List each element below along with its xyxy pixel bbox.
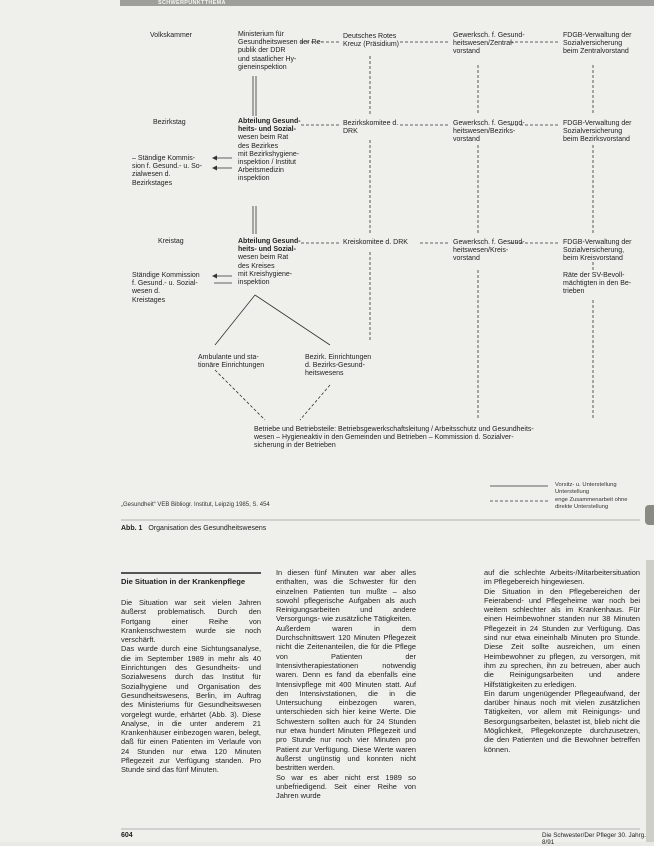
special-facilities: Bezirk. Einrichtungen d. Bezirks-Gesund- heitswesens xyxy=(305,354,372,378)
figure-caption xyxy=(121,525,266,532)
level-county: Kreistag xyxy=(158,238,184,245)
drk-county: Kreiskomitee d. DRK xyxy=(343,239,408,246)
drk-state: Deutsches Rotes Kreuz (Präsidium) xyxy=(343,33,400,49)
paragraph: Ein darum ungenügender Pflegeaufwand, der darüber hinaus noch mit vielen zusätzlichen Tätigkeiten, vor allem mit Reinigungs- und Besorgungsarbeiten, belastet ist, blieb nicht die Möglichkeit, Pflegekonzepte durchzusetzen, die den Patienten und die Bewohner betreffen können. xyxy=(484,688,640,754)
union-district: Gewerksch. f. Gesund- heitswesen/Bezirks- vorstand xyxy=(453,120,525,144)
fdgb-council: Räte der SV-Bevoll- mächtigten in den Be- trieben xyxy=(563,272,632,296)
page-edge xyxy=(646,560,654,842)
paragraph: So war es aber nicht erst 1989 so unbefriedigend. Seit einer Reihe von Jahren wurde xyxy=(276,772,416,801)
article-heading: Die Situation in der Krankenpflege xyxy=(121,572,261,586)
fdgb-state: FDGB-Verwaltung der Sozialversicherung beim Zentralvorstand xyxy=(563,32,632,56)
article-column-2 xyxy=(276,568,416,800)
county-dept-box: Abteilung Gesund- heits- und Sozial- wesen beim Rat des Kreises mit Kreishygiene- inspektion xyxy=(238,238,301,287)
union-county: Gewerksch. f. Gesund- heitswesen/Kreis- vorstand xyxy=(453,239,525,263)
paragraph: Außerdem waren in dem Durchschnittswert 120 Minuten Pflegezeit nicht die Zeitenanteilen, die für die Pflege von Patienten der Intensivtherapiestationen notwendig waren. Denn es fand da ebenfalls eine Intensivpflege mit 400 Minuten statt. Auf den Intensivstationen, die in die Untersuchung einbezogen waren, unterschieden sich hier keine Werte. Die Schwestern sollten auch für 24 Stunden nur etwa hundert Minuten Pflegezeit und pro Stunde nur noch vier Minuten pro Patient zur Verfügung. Diese Werte waren äußerst ungünstig und konnten nicht bestritten werden. xyxy=(276,623,416,773)
ministry-box: Ministerium für Gesundheitswesen der Re- publik der DDR und staatlicher Hy- gieneinspektion xyxy=(238,31,323,71)
fdgb-county: FDGB-Verwaltung der Sozialversicherung, beim Kreisvorstand xyxy=(563,239,632,263)
article-column-1 xyxy=(121,598,261,775)
binder-clip xyxy=(645,505,654,525)
county-commission: Ständige Kommission f. Gesund.- u. Sozial- wesen d. Kreistages xyxy=(132,272,200,304)
level-district: Bezirkstag xyxy=(153,119,186,126)
union-state: Gewerksch. f. Gesund- heitswesen/Zentral- vorstand xyxy=(453,32,525,56)
enterprise-box: Betriebe und Betriebsteile: Betriebsgewerkschaftsleitung / Arbeitsschutz und Gesundheits- wesen – Hygieneaktiv in den Gemeinden und Betrieben – Kommission d. Sozialver- sicherung in der Betrieben xyxy=(254,426,534,450)
page-number: 604 xyxy=(121,832,133,839)
paragraph: In diesen fünf Minuten war aber alles enthalten, was die Schwester für den einzelnen Patienten tun mußte – also sowohl pflegerische Aufgaben als auch Reinigungsarbeiten und andere Versorgungs- wie zusätzliche Tätigkeiten. xyxy=(276,568,416,624)
journal-footer: Die Schwester/Der Pfleger 30. Jahrg. 8/91 xyxy=(542,832,646,846)
paragraph: auf die schlechte Arbeits-/Mitarbeitersituation im Pflegebereich hingewiesen. xyxy=(484,568,640,587)
district-dept-box: Abteilung Gesund- heits- und Sozial- wesen beim Rat des Bezirkes mit Bezirkshygiene- inspektion / Institut Arbeitsmedizin inspektion xyxy=(238,118,301,183)
paragraph: Die Situation war seit vielen Jahren äußerst problematisch. Durch den Fortgang einer Reihe von Krankenschwestern wurde sie noch verschärft. xyxy=(121,598,261,645)
legend-solid: Vorsitz- u. Unterstellung Unterstellung xyxy=(555,482,617,495)
caption-label: Abb. 1 xyxy=(121,525,143,532)
fdgb-district: FDGB-Verwaltung der Sozialversicherung beim Bezirksvorstand xyxy=(563,120,632,144)
drk-district: Bezirkskomitee d. DRK xyxy=(343,120,399,136)
district-commission: – Ständige Kommis- sion f. Gesund.- u. So- zialwesen d. Bezirkstages xyxy=(132,155,203,187)
paragraph: Das wurde durch eine Sichtungsanalyse, die im September 1989 in mehr als 40 Einrichtungen des Gesundheits- und Sozialwesens durch das Institut für Sozialhygiene und Organisation des Gesundheitswesens, Berlin, im Auftrag des Ministeriums für Gesundheitswesen vorgelegt wurde, erhärtet (Abb. 3). Diese Analyse, in die unter anderem 21 Krankenhäuser einbezogen waren, belegt, daß für einen Patienten im Verlaufe von 24 Stunden nur etwa 120 Minuten Pflegezeit zur Verfügung standen. Pro Stunde sind das fünf Minuten. xyxy=(121,644,261,775)
paragraph: Die Situation in den Pflegebereichen der Feierabend- und Pflegeheime war noch bei weitem schlechter als im Krankenhaus. Für einen Heimbewohner standen nur 38 Minuten Pflegezeit in 24 Stunden zur Verfügung. Das sind nur etwa eineinhalb Minuten pro Stunde. Diese Zeit sollte ausreichen, um einen Heimbewohner zu pflegen, zu versorgen, mit ihm zu sprechen, ihn zu betreuen, aber auch die Reinigungsarbeiten und andere Hilfstätigkeiten zu erledigen. xyxy=(484,586,640,689)
article-column-3 xyxy=(484,568,640,754)
level-state: Volkskammer xyxy=(150,32,193,39)
caption-text: Organisation des Gesundheitswesens xyxy=(148,525,267,532)
legend-dashed: enge Zusammenarbeit ohne direkte Unterstellung xyxy=(555,497,628,510)
local-facilities: Ambulante und sta- tionäre Einrichtungen xyxy=(198,354,265,370)
figure-source: „Gesundheit“ VEB Bibliogr. Institut, Leipzig 1985, S. 454 xyxy=(121,502,270,508)
running-title: SCHWERPUNKTTHEMA xyxy=(158,0,226,6)
